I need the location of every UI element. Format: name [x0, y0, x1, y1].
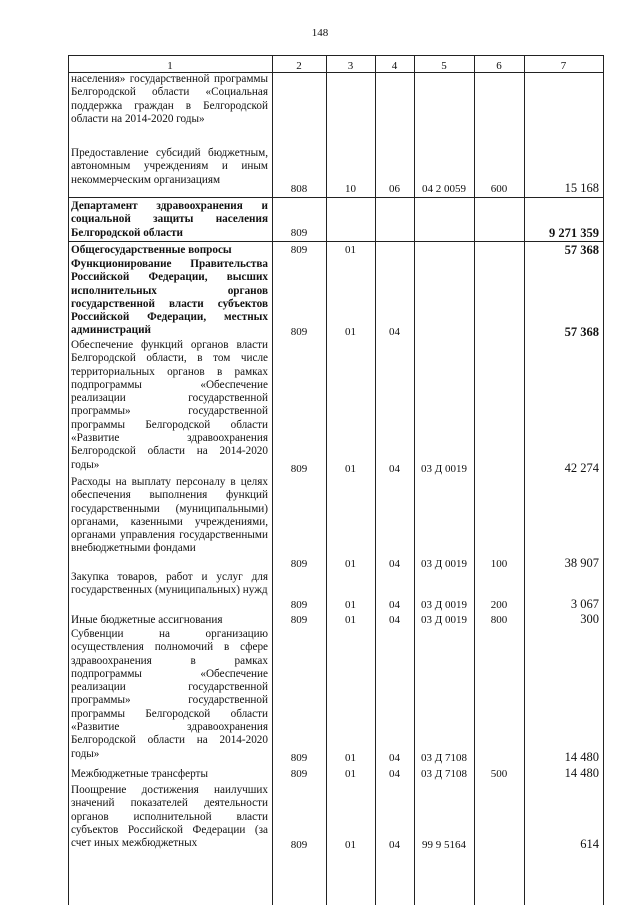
amount-value: 3 067 — [570, 597, 599, 611]
expense-type-code: 800 — [490, 614, 508, 626]
subsection-code: 04 — [389, 614, 400, 626]
section-code: 01 — [345, 614, 356, 626]
org-code: 809 — [290, 244, 308, 256]
header-col-4: 4 — [391, 60, 398, 72]
target-article-code: 03 Д 0019 — [420, 614, 467, 626]
org-code: 809 — [290, 768, 308, 780]
target-article-code: 03 Д 7108 — [420, 768, 467, 780]
header-col-3: 3 — [347, 60, 354, 72]
section-code: 01 — [345, 463, 356, 475]
header-col-5: 5 — [441, 60, 447, 72]
target-article-code: 03 Д 0019 — [420, 599, 467, 611]
row-description: Обеспечение функций органов власти Белгородской области, в том числе территориальных органов в рамках подпрограммы «Обеспечение реализации государственной программы» государственной программы Белгородской области «Развитие здравоохранения Белгородской области на 2014-2020 годы» — [71, 339, 268, 471]
amount-value: 38 907 — [564, 556, 599, 570]
section-code: 01 — [345, 599, 356, 611]
section-code: 01 — [345, 326, 356, 338]
subsection-code: 04 — [389, 768, 400, 780]
row-description: Закупка товаров, работ и услуг для государственных (муниципальных) нужд — [71, 571, 268, 597]
row-description: Предоставление субсидий бюджетным, автономным учреждениям и иным некоммерческим организациям — [71, 147, 268, 186]
org-code: 809 — [290, 614, 308, 626]
org-code: 809 — [290, 839, 308, 851]
target-article-code: 03 Д 0019 — [420, 463, 467, 475]
amount-value: 57 368 — [564, 243, 599, 257]
expense-type-code: 100 — [490, 558, 508, 570]
section-code: 10 — [345, 183, 356, 195]
expense-type-code: 500 — [490, 768, 508, 780]
target-article-code: 04 2 0059 — [422, 183, 466, 195]
amount-value: 14 480 — [564, 766, 599, 780]
row-description: Общегосударственные вопросы — [71, 244, 232, 256]
subsection-code: 04 — [389, 599, 400, 611]
amount-value: 57 368 — [564, 325, 599, 339]
subsection-code: 04 — [389, 839, 400, 851]
org-code: 809 — [290, 326, 308, 338]
section-code: 01 — [345, 752, 356, 764]
amount-value: 614 — [580, 837, 599, 851]
row-description: Функционирование Правительства Российской Федерации, высших исполнительных органов государственной власти субъектов Российской Федерации, местных администраций — [71, 258, 268, 337]
section-code: 01 — [345, 839, 356, 851]
subsection-code: 04 — [389, 558, 400, 570]
header-col-6: 6 — [496, 60, 502, 72]
expense-type-code: 200 — [490, 599, 508, 611]
section-code: 01 — [345, 244, 356, 256]
subsection-code: 04 — [389, 752, 400, 764]
section-code: 01 — [345, 768, 356, 780]
row-description: Поощрение достижения наилучших значений показателей деятельности органов исполнительной власти субъектов Российской Федерации (за счет иных межбюджетных — [71, 784, 268, 850]
amount-value: 300 — [580, 612, 599, 626]
org-code: 809 — [290, 599, 308, 611]
amount-value: 9 271 359 — [549, 226, 599, 240]
org-code: 809 — [290, 558, 308, 570]
target-article-code: 03 Д 7108 — [420, 752, 467, 764]
row-description: Межбюджетные трансферты — [71, 768, 208, 780]
budget-table — [68, 55, 604, 905]
amount-value: 15 168 — [564, 181, 599, 195]
org-code: 809 — [290, 752, 308, 764]
expense-type-code: 600 — [490, 183, 508, 195]
target-article-code: 99 9 5164 — [422, 839, 466, 851]
row-description: Департамент здравоохранения и социальной защиты населения Белгородской области — [71, 200, 268, 239]
row-description: Субвенции на организацию осуществления полномочий в сфере здравоохранения в рамках подпрограммы «Обеспечение реализации государственной программы» государственной программы Белгородской области «Развитие здравоохранения Белгородской области на 2014-2020 годы» — [71, 628, 268, 760]
row-description: Иные бюджетные ассигнования — [71, 614, 223, 626]
page-number: 148 — [311, 27, 329, 39]
column-border — [603, 55, 604, 905]
header-col-1: 1 — [167, 60, 173, 72]
header-col-7: 7 — [560, 60, 567, 72]
section-code: 01 — [345, 558, 356, 570]
row-description: Расходы на выплату персоналу в целях обеспечения выполнения функций государственными (муниципальными) органами, казенными учреждениями, органами управления государственными внебюджетными фондами — [71, 476, 268, 555]
header-col-2: 2 — [296, 60, 302, 72]
target-article-code: 03 Д 0019 — [420, 558, 467, 570]
subsection-code: 06 — [389, 183, 400, 195]
subsection-code: 04 — [389, 326, 400, 338]
column-border — [68, 55, 69, 905]
amount-value: 14 480 — [564, 750, 599, 764]
amount-value: 42 274 — [564, 461, 599, 475]
org-code: 808 — [290, 183, 308, 195]
org-code: 809 — [290, 463, 308, 475]
subsection-code: 04 — [389, 463, 400, 475]
org-code: 809 — [290, 227, 308, 239]
row-description: населения» государственной программы Белгородской области «Социальная поддержка граждан в Белгородской области на 2014-2020 годы» — [71, 73, 268, 125]
